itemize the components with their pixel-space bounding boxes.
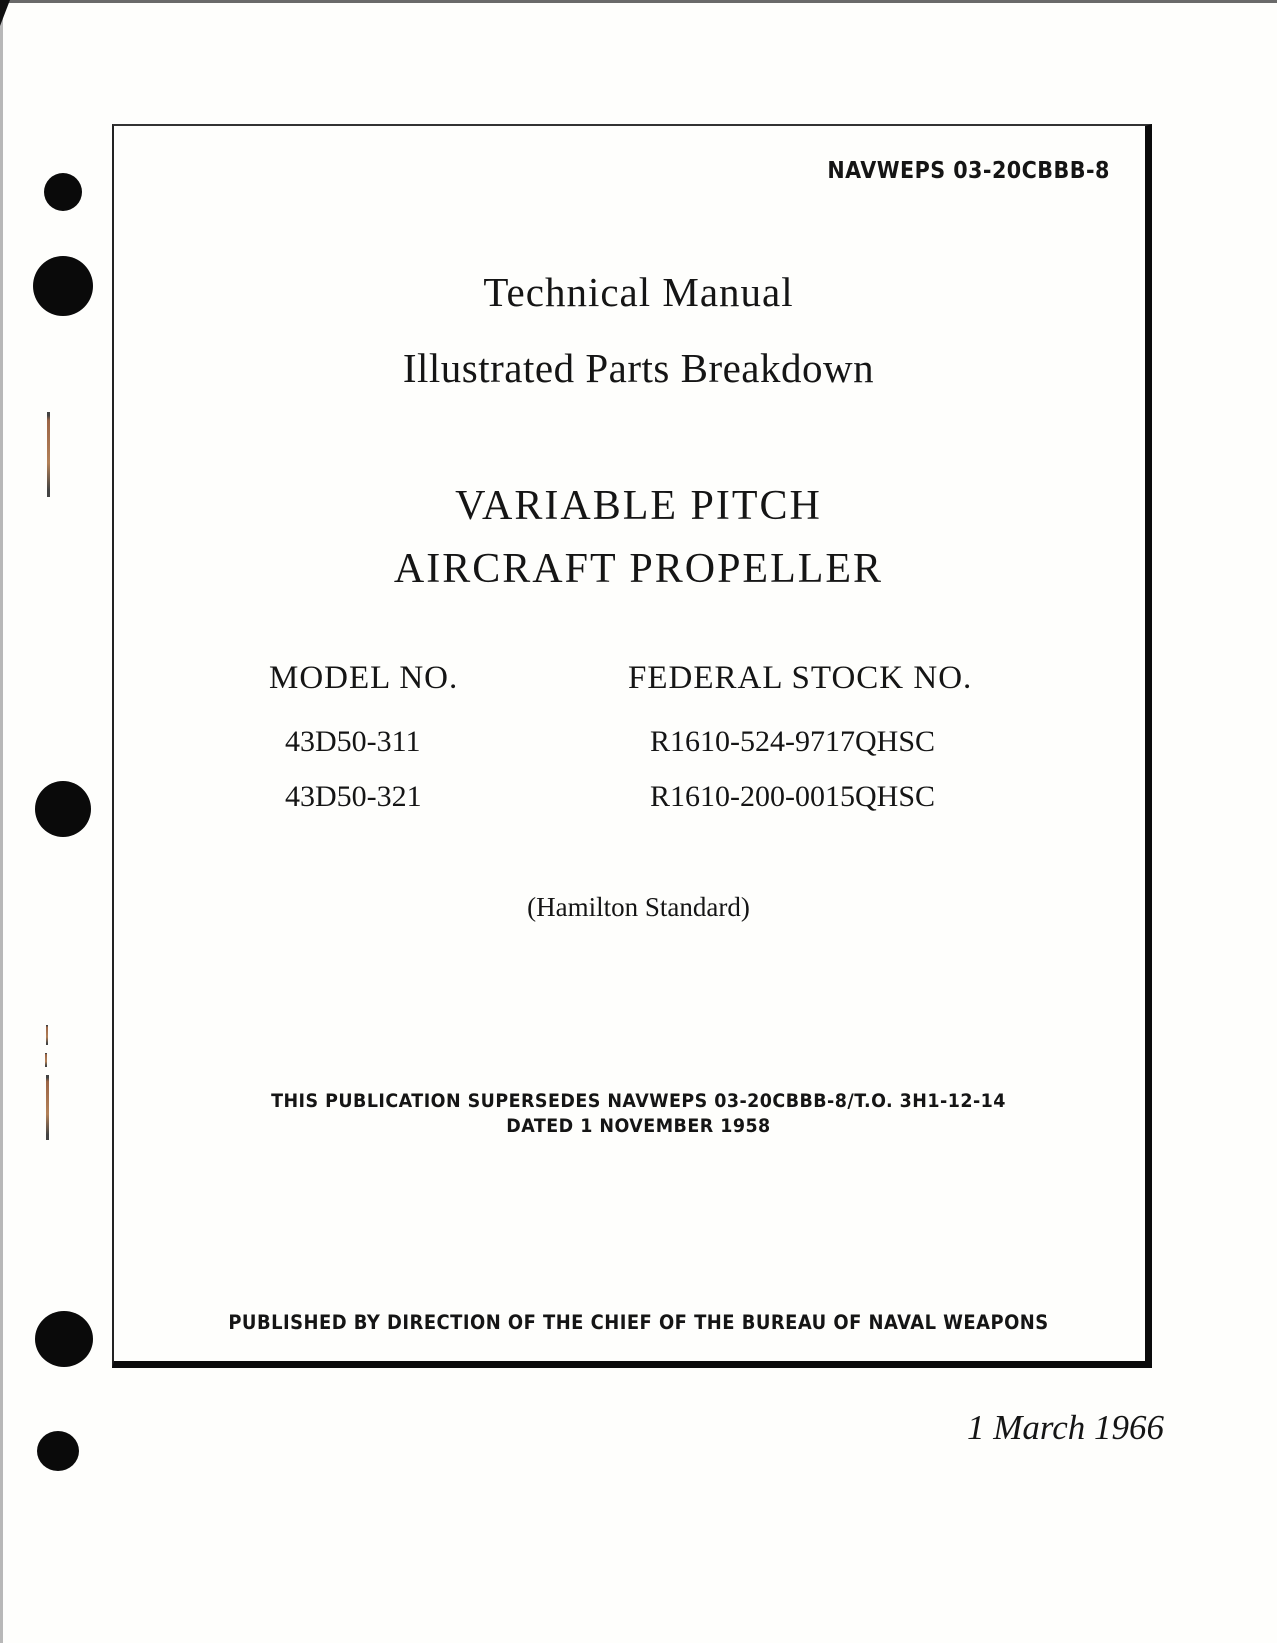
subject-line-2: AIRCRAFT PROPELLER: [393, 546, 884, 592]
title-line-2: Illustrated Parts Breakdown: [402, 345, 875, 391]
model-number: 43D50-321: [285, 780, 422, 813]
page-left-edge: [0, 0, 3, 1643]
publisher-statement: PUBLISHED BY DIRECTION OF THE CHIEF OF THE BUREAU OF NAVAL WEAPONS: [228, 1311, 1049, 1334]
manufacturer: (Hamilton Standard): [527, 892, 750, 922]
binder-hole: [37, 1431, 79, 1471]
rust-stain: [45, 1053, 47, 1067]
stock-number: R1610-524-9717QHSC: [650, 725, 936, 758]
binder-hole: [35, 781, 91, 837]
model-no-header: MODEL NO.: [269, 660, 459, 696]
publication-date: 1 March 1966: [966, 1408, 1164, 1447]
supersedes-notice: THIS PUBLICATION SUPERSEDES NAVWEPS 03-20CBBB-8/T.O. 3H1-12-14: [271, 1090, 1006, 1112]
supersedes-date: DATED 1 NOVEMBER 1958: [506, 1115, 771, 1137]
model-number: 43D50-311: [285, 725, 421, 758]
subject-line-1: VARIABLE PITCH: [455, 483, 822, 529]
rust-stain: [46, 1025, 48, 1045]
page-corner: [0, 0, 10, 26]
page-top-edge: [0, 0, 1277, 3]
federal-stock-no-header: FEDERAL STOCK NO.: [628, 660, 973, 696]
stock-number: R1610-200-0015QHSC: [650, 780, 936, 813]
document-number: NAVWEPS 03-20CBBB-8: [827, 158, 1110, 184]
rust-stain: [46, 1075, 49, 1140]
title-line-1: Technical Manual: [483, 269, 794, 315]
binder-hole: [44, 173, 82, 211]
